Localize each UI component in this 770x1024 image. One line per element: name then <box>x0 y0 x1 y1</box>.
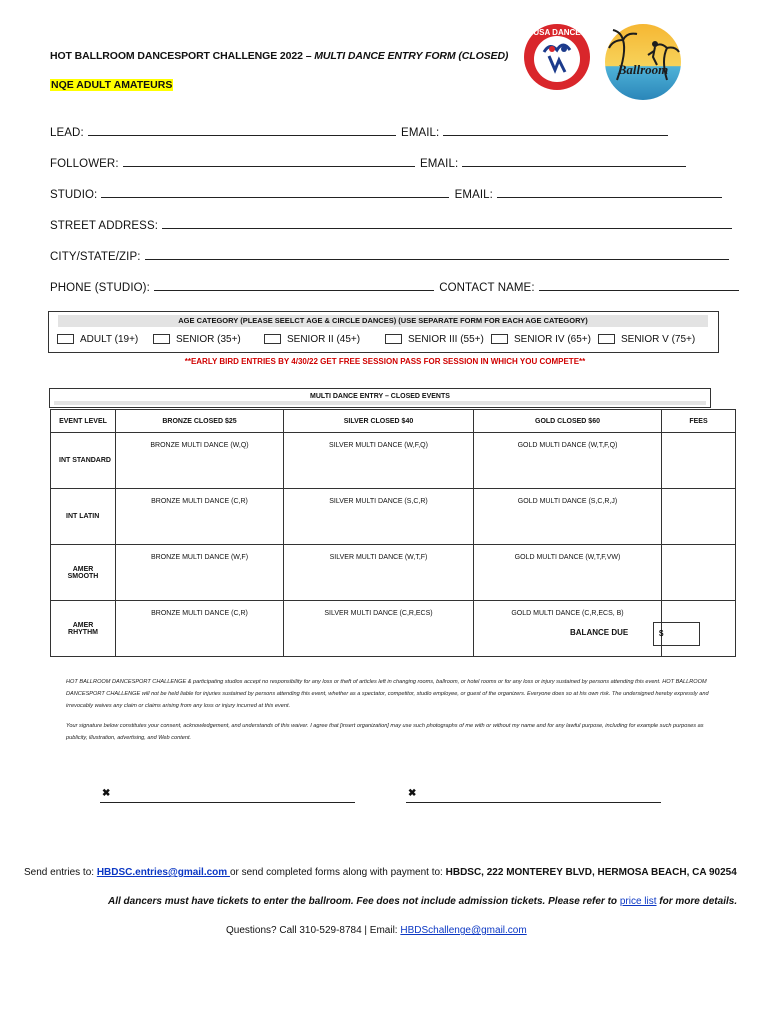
gold-cell[interactable]: GOLD MULTI DANCE (W,T,F,VW) <box>474 545 662 601</box>
table-row <box>51 545 736 601</box>
tickets-before: All dancers must have tickets to enter the ballroom. Fee does not include admission tickets. Please refer to <box>108 896 620 907</box>
balance-due-field[interactable] <box>653 622 700 646</box>
age-option-senior-iv[interactable]: SENIOR IV (65+) <box>491 334 591 345</box>
age-option-senior-v[interactable]: SENIOR V (75+) <box>598 334 695 345</box>
ballroom-logo <box>603 22 683 102</box>
form-title-italic: MULTI DANCE ENTRY FORM (CLOSED) <box>314 50 509 62</box>
follower-email-line[interactable] <box>462 156 686 167</box>
fees-cell[interactable] <box>662 489 736 545</box>
event-level: INT LATIN <box>51 489 116 545</box>
tickets-notice <box>108 896 737 907</box>
gold-cell[interactable]: GOLD MULTI DANCE (C,R,ECS, B) <box>474 601 662 657</box>
city-label: CITY/STATE/ZIP: <box>50 251 141 263</box>
fees-cell[interactable] <box>662 545 736 601</box>
usa-dance-logo-text: USA DANCE <box>533 28 581 37</box>
table-header-row <box>51 410 736 433</box>
col-silver: SILVER CLOSED $40 <box>284 410 474 433</box>
events-heading: MULTI DANCE ENTRY – CLOSED EVENTS <box>310 393 450 400</box>
usa-dance-logo <box>522 22 592 92</box>
questions-line <box>226 925 527 936</box>
lead-line[interactable] <box>88 125 396 136</box>
phone-field[interactable] <box>50 280 739 294</box>
studio-email-line[interactable] <box>497 187 722 198</box>
send-middle: or send completed forms along with payment to: <box>229 867 446 878</box>
send-email-link[interactable]: HBDSC.entries@gmail.com <box>96 867 230 878</box>
ballroom-logo-text: Ballroom <box>617 62 669 77</box>
questions-prefix: Questions? Call 310-529-8784 | Email: <box>226 925 401 936</box>
form-title <box>50 50 508 62</box>
silver-cell[interactable]: SILVER MULTI DANCE (C,R,ECS) <box>284 601 474 657</box>
street-field[interactable] <box>50 218 732 232</box>
age-category-box <box>48 311 719 353</box>
tickets-after: for more details. <box>656 896 738 907</box>
col-gold: GOLD CLOSED $60 <box>474 410 662 433</box>
silver-cell[interactable]: SILVER MULTI DANCE (W,T,F) <box>284 545 474 601</box>
event-level: AMER RHYTHM <box>51 601 116 657</box>
division-label: NQE ADULT AMATEURS <box>51 79 173 91</box>
table-row <box>51 601 736 657</box>
follower-label: FOLLOWER: <box>50 158 119 170</box>
send-entries-line <box>24 867 737 878</box>
age-option-senior-ii[interactable]: SENIOR II (45+) <box>264 334 360 345</box>
waiver-paragraph-1: HOT BALLROOM DANCESPORT CHALLENGE & participating studios accept no responsibility for any loss or theft of articles left in changing rooms, ballroom, or hotel rooms or for any loss or injury sustained by persons attending this event. HOT BALLROOM DANCESPORT CHALLENGE will not be held liable for injuries sustained by persons attending this event, whether as a spectator, competitor, studio employee, or guest of the organizers. Everyone does so at his own risk. The undersigned hereby expressly and irrevocably waives any claim or claims arising from any loss or injury incurred at this event. <box>66 679 709 709</box>
price-list-link[interactable]: price list <box>619 896 657 907</box>
lead-label: LEAD: <box>50 127 84 139</box>
bronze-cell[interactable]: BRONZE MULTI DANCE (W,F) <box>116 545 284 601</box>
table-row <box>51 433 736 489</box>
lead-email-label: EMAIL: <box>401 127 440 139</box>
age-category-options <box>49 334 718 348</box>
checkbox[interactable] <box>57 334 74 344</box>
early-bird-notice: **EARLY BIRD ENTRIES BY 4/30/22 GET FREE SESSION PASS FOR SESSION IN WHICH YOU COMPETE** <box>184 357 586 366</box>
events-heading-shade <box>54 401 706 405</box>
studio-line[interactable] <box>101 187 449 198</box>
table-row <box>51 489 736 545</box>
age-option-senior-iii[interactable]: SENIOR III (55+) <box>385 334 484 345</box>
signature-line-1[interactable] <box>100 788 355 803</box>
lead-email-line[interactable] <box>443 125 668 136</box>
waiver-paragraph-2: Your signature below constitutes your consent, acknowledgement, and understands of this waiver. I agree that [insert organization] may use such photographs of me with or without my name and for any lawful purpose, including for example such purposes as publicity, illustration, advertising, and Web content. <box>66 723 704 741</box>
events-heading-box <box>49 388 711 408</box>
bronze-cell[interactable]: BRONZE MULTI DANCE (C,R) <box>116 601 284 657</box>
city-line[interactable] <box>145 249 729 260</box>
studio-label: STUDIO: <box>50 189 98 201</box>
follower-email-label: EMAIL: <box>419 158 459 170</box>
checkbox[interactable] <box>598 334 615 344</box>
fees-cell[interactable] <box>662 433 736 489</box>
contact-label: CONTACT NAME: <box>439 282 535 294</box>
gold-cell[interactable]: GOLD MULTI DANCE (S,C,R,J) <box>474 489 662 545</box>
balance-currency: $ <box>659 629 664 638</box>
checkbox[interactable] <box>264 334 281 344</box>
lead-field[interactable] <box>50 125 668 139</box>
gold-cell[interactable]: GOLD MULTI DANCE (W,T,F,Q) <box>474 433 662 489</box>
age-category-heading: AGE CATEGORY (PLEASE SEELCT AGE & CIRCLE DANCES) (USE SEPARATE FORM FOR EACH AGE CATEGORY) <box>58 315 708 327</box>
col-bronze: BRONZE CLOSED $25 <box>116 410 284 433</box>
bronze-cell[interactable]: BRONZE MULTI DANCE (C,R) <box>116 489 284 545</box>
age-option-adult[interactable]: ADULT (19+) <box>57 334 138 345</box>
questions-email-link[interactable]: HBDSchallenge@gmail.com <box>400 925 527 936</box>
phone-label: PHONE (STUDIO): <box>50 282 150 294</box>
col-event-level: EVENT LEVEL <box>51 410 116 433</box>
studio-field[interactable] <box>50 187 722 201</box>
balance-due-label: BALANCE DUE <box>570 628 629 637</box>
studio-email-label: EMAIL: <box>454 189 493 201</box>
checkbox[interactable] <box>491 334 508 344</box>
silver-cell[interactable]: SILVER MULTI DANCE (S,C,R) <box>284 489 474 545</box>
signature-x-mark-icon: ✖ <box>102 788 111 799</box>
signature-line-2[interactable] <box>406 788 661 803</box>
city-field[interactable] <box>50 249 729 263</box>
event-level: INT STANDARD <box>51 433 116 489</box>
send-address: HBDSC, 222 MONTEREY BLVD, HERMOSA BEACH, CA 90254 <box>445 867 737 878</box>
event-level: AMER SMOOTH <box>51 545 116 601</box>
phone-line[interactable] <box>154 280 434 291</box>
follower-field[interactable] <box>50 156 686 170</box>
checkbox[interactable] <box>153 334 170 344</box>
silver-cell[interactable]: SILVER MULTI DANCE (W,F,Q) <box>284 433 474 489</box>
signature-x-mark-icon: ✖ <box>408 788 417 799</box>
follower-line[interactable] <box>123 156 415 167</box>
contact-line[interactable] <box>539 280 739 291</box>
street-line[interactable] <box>162 218 732 229</box>
age-option-senior[interactable]: SENIOR (35+) <box>153 334 241 345</box>
street-label: STREET ADDRESS: <box>50 220 159 232</box>
col-fees: FEES <box>662 410 736 433</box>
bronze-cell[interactable]: BRONZE MULTI DANCE (W,Q) <box>116 433 284 489</box>
send-prefix: Send entries to: <box>24 867 97 878</box>
form-title-main: HOT BALLROOM DANCESPORT CHALLENGE 2022 – <box>50 50 315 62</box>
events-table <box>50 409 736 657</box>
checkbox[interactable] <box>385 334 402 344</box>
